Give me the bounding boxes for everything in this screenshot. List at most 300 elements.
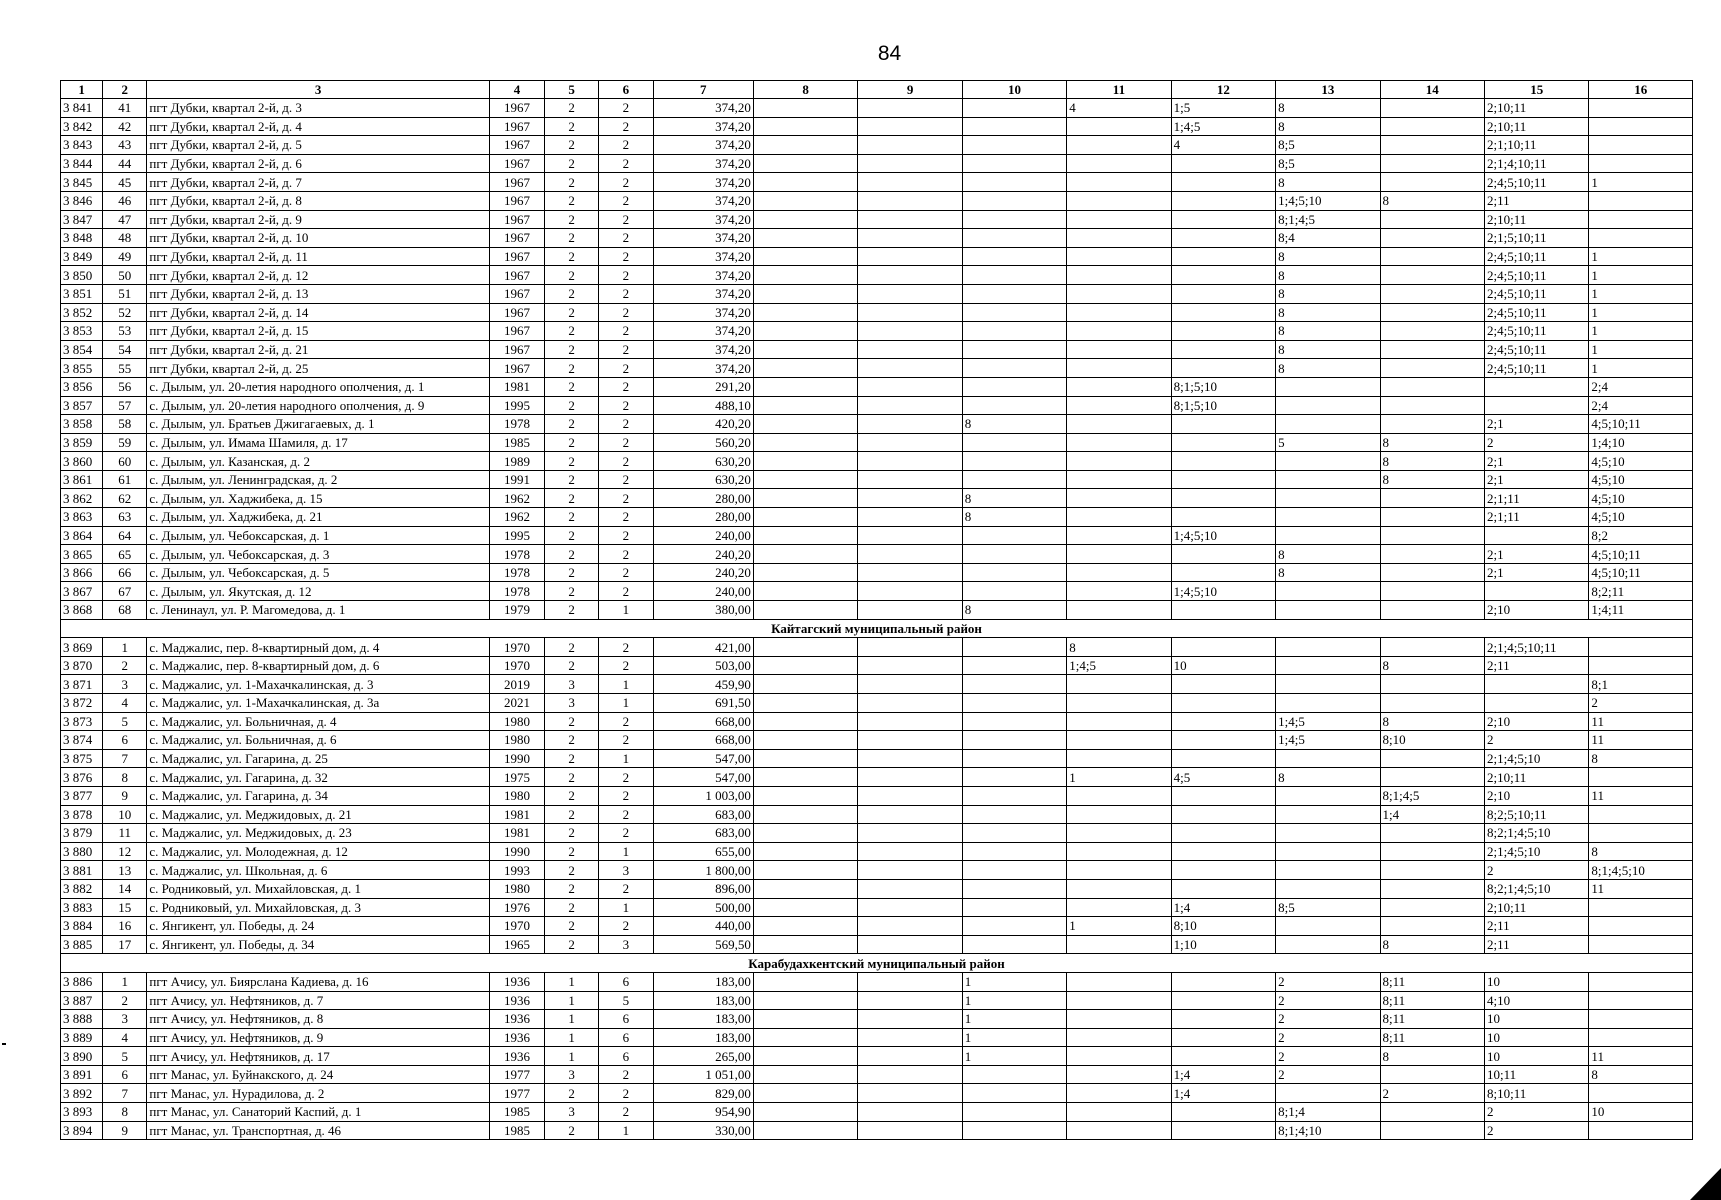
cell-col-2: 57 [103,396,147,415]
cell-col-6: 2 [599,805,653,824]
cell-col-7: 374,20 [653,191,753,210]
table-row [61,489,1693,508]
cell-col-13: 8 [1276,768,1380,787]
cell-col-16 [1589,117,1693,136]
cell-col-5: 2 [545,322,599,341]
cell-col-2: 64 [103,526,147,545]
cell-col-9 [858,266,962,285]
cell-col-5: 2 [545,452,599,471]
cell-col-9 [858,377,962,396]
cell-col-12 [1171,712,1275,731]
cell-col-4: 1970 [489,638,544,657]
cell-col-6: 2 [599,786,653,805]
cell-col-12 [1171,173,1275,192]
table-header-row [61,81,1693,99]
cell-col-13: 2 [1276,1047,1380,1066]
cell-col-16 [1589,99,1693,118]
cell-col-4: 1980 [489,879,544,898]
cell-col-11: 1 [1067,917,1171,936]
cell-col-6: 2 [599,1065,653,1084]
cell-col-8 [753,452,857,471]
cell-col-3: пгт Дубки, квартал 2-й, д. 21 [147,340,489,359]
cell-col-1: 3 846 [61,191,103,210]
cell-col-2: 62 [103,489,147,508]
cell-col-14 [1380,917,1484,936]
cell-col-14 [1380,266,1484,285]
cell-col-7: 691,50 [653,694,753,713]
cell-col-8 [753,1103,857,1122]
cell-col-14: 2 [1380,1084,1484,1103]
cell-col-5: 2 [545,861,599,880]
cell-col-12 [1171,601,1275,620]
cell-col-12 [1171,842,1275,861]
cell-col-5: 2 [545,879,599,898]
cell-col-6: 2 [599,470,653,489]
cell-col-3: пгт Ачису, ул. Нефтяников, д. 9 [147,1028,489,1047]
cell-col-5: 1 [545,1028,599,1047]
cell-col-12 [1171,247,1275,266]
cell-col-2: 55 [103,359,147,378]
cell-col-4: 1978 [489,545,544,564]
cell-col-16: 1 [1589,284,1693,303]
cell-col-15: 2;1;4;5;10 [1484,842,1588,861]
cell-col-7: 547,00 [653,768,753,787]
cell-col-2: 7 [103,1084,147,1103]
cell-col-2: 47 [103,210,147,229]
cell-col-12 [1171,824,1275,843]
cell-col-15 [1484,582,1588,601]
cell-col-8 [753,1047,857,1066]
cell-col-15: 10 [1484,1047,1588,1066]
cell-col-13: 8;4 [1276,229,1380,248]
cell-col-2: 46 [103,191,147,210]
cell-col-8 [753,154,857,173]
cell-col-1: 3 892 [61,1084,103,1103]
cell-col-1: 3 843 [61,136,103,155]
cell-col-15: 2;1;10;11 [1484,136,1588,155]
cell-col-11 [1067,563,1171,582]
cell-col-5: 2 [545,805,599,824]
cell-col-7: 655,00 [653,842,753,861]
cell-col-1: 3 860 [61,452,103,471]
cell-col-11 [1067,991,1171,1010]
cell-col-7: 374,20 [653,173,753,192]
table-row [61,266,1693,285]
cell-col-5: 2 [545,712,599,731]
column-header-4: 4 [489,81,544,99]
cell-col-3: с. Маджалис, пер. 8-квартирный дом, д. 4 [147,638,489,657]
cell-col-12: 1;4;5;10 [1171,582,1275,601]
cell-col-11 [1067,340,1171,359]
cell-col-6: 1 [599,1121,653,1140]
cell-col-3: пгт Дубки, квартал 2-й, д. 8 [147,191,489,210]
cell-col-15: 2;1 [1484,452,1588,471]
cell-col-2: 59 [103,433,147,452]
table-row [61,1047,1693,1066]
cell-col-4: 1965 [489,935,544,954]
cell-col-5: 1 [545,991,599,1010]
cell-col-1: 3 876 [61,768,103,787]
cell-col-4: 1967 [489,136,544,155]
cell-col-13: 8 [1276,99,1380,118]
cell-col-14 [1380,768,1484,787]
cell-col-4: 1970 [489,917,544,936]
cell-col-13: 8 [1276,563,1380,582]
cell-col-9 [858,1103,962,1122]
cell-col-13: 2 [1276,1010,1380,1029]
cell-col-12 [1171,749,1275,768]
cell-col-9 [858,396,962,415]
cell-col-13: 2 [1276,1028,1380,1047]
cell-col-4: 1995 [489,526,544,545]
cell-col-7: 500,00 [653,898,753,917]
cell-col-6: 2 [599,303,653,322]
cell-col-7: 280,00 [653,508,753,527]
cell-col-14 [1380,489,1484,508]
cell-col-2: 3 [103,675,147,694]
cell-col-13: 2 [1276,1065,1380,1084]
cell-col-5: 2 [545,1121,599,1140]
cell-col-3: пгт Манас, ул. Буйнакского, д. 24 [147,1065,489,1084]
cell-col-2: 2 [103,991,147,1010]
cell-col-2: 41 [103,99,147,118]
cell-col-9 [858,712,962,731]
cell-col-10 [962,266,1066,285]
cell-col-9 [858,210,962,229]
cell-col-3: пгт Дубки, квартал 2-й, д. 12 [147,266,489,285]
cell-col-5: 2 [545,731,599,750]
cell-col-10: 8 [962,601,1066,620]
cell-col-4: 1962 [489,489,544,508]
cell-col-14 [1380,675,1484,694]
cell-col-7: 683,00 [653,805,753,824]
cell-col-13 [1276,638,1380,657]
cell-col-7: 380,00 [653,601,753,620]
cell-col-12 [1171,1010,1275,1029]
cell-col-1: 3 864 [61,526,103,545]
cell-col-2: 4 [103,694,147,713]
cell-col-4: 1976 [489,898,544,917]
cell-col-3: с. Маджалис, ул. 1-Махачкалинская, д. 3 [147,675,489,694]
table-row [61,433,1693,452]
cell-col-8 [753,731,857,750]
cell-col-16: 1;4;11 [1589,601,1693,620]
cell-col-14 [1380,879,1484,898]
cell-col-10 [962,861,1066,880]
cell-col-12: 1;4 [1171,1065,1275,1084]
cell-col-16 [1589,1084,1693,1103]
cell-col-14 [1380,377,1484,396]
cell-col-12 [1171,322,1275,341]
cell-col-14 [1380,545,1484,564]
cell-col-8 [753,768,857,787]
cell-col-15: 8;10;11 [1484,1084,1588,1103]
cell-col-9 [858,898,962,917]
table-row [61,526,1693,545]
cell-col-11 [1067,452,1171,471]
cell-col-2: 48 [103,229,147,248]
cell-col-3: пгт Ачису, ул. Нефтяников, д. 17 [147,1047,489,1066]
cell-col-14: 8;11 [1380,1010,1484,1029]
cell-col-10 [962,898,1066,917]
cell-col-8 [753,117,857,136]
cell-col-13: 8;5 [1276,136,1380,155]
cell-col-4: 1967 [489,210,544,229]
cell-col-4: 1970 [489,656,544,675]
cell-col-11 [1067,210,1171,229]
cell-col-6: 2 [599,415,653,434]
column-header-16: 16 [1589,81,1693,99]
table-row [61,322,1693,341]
cell-col-6: 3 [599,935,653,954]
cell-col-10 [962,452,1066,471]
cell-col-14 [1380,396,1484,415]
cell-col-9 [858,191,962,210]
cell-col-4: 2021 [489,694,544,713]
cell-col-7: 668,00 [653,712,753,731]
cell-col-7: 1 051,00 [653,1065,753,1084]
cell-col-1: 3 853 [61,322,103,341]
cell-col-1: 3 866 [61,563,103,582]
cell-col-10 [962,694,1066,713]
cell-col-7: 374,20 [653,359,753,378]
cell-col-11 [1067,508,1171,527]
cell-col-1: 3 862 [61,489,103,508]
cell-col-5: 2 [545,173,599,192]
cell-col-15: 2;10;11 [1484,768,1588,787]
cell-col-5: 2 [545,247,599,266]
table-row [61,768,1693,787]
cell-col-11 [1067,396,1171,415]
cell-col-2: 9 [103,786,147,805]
cell-col-9 [858,749,962,768]
cell-col-10 [962,1065,1066,1084]
cell-col-10 [962,768,1066,787]
cell-col-4: 1967 [489,173,544,192]
cell-col-14: 8;1;4;5 [1380,786,1484,805]
cell-col-11 [1067,582,1171,601]
cell-col-16 [1589,824,1693,843]
cell-col-9 [858,173,962,192]
cell-col-16: 8;2;11 [1589,582,1693,601]
cell-col-16: 11 [1589,879,1693,898]
table-row [61,638,1693,657]
cell-col-8 [753,879,857,898]
cell-col-5: 1 [545,1010,599,1029]
cell-col-9 [858,935,962,954]
cell-col-1: 3 855 [61,359,103,378]
cell-col-5: 2 [545,638,599,657]
cell-col-2: 42 [103,117,147,136]
cell-col-10: 1 [962,1010,1066,1029]
cell-col-14 [1380,340,1484,359]
cell-col-7: 1 800,00 [653,861,753,880]
cell-col-13: 8 [1276,117,1380,136]
cell-col-10 [962,842,1066,861]
cell-col-2: 15 [103,898,147,917]
cell-col-12 [1171,433,1275,452]
cell-col-15: 2;10 [1484,601,1588,620]
cell-col-7: 547,00 [653,749,753,768]
cell-col-13: 8;1;4;10 [1276,1121,1380,1140]
cell-col-7: 265,00 [653,1047,753,1066]
cell-col-12: 1;4 [1171,1084,1275,1103]
cell-col-16: 1 [1589,247,1693,266]
cell-col-15: 4;10 [1484,991,1588,1010]
cell-col-11 [1067,749,1171,768]
cell-col-3: с. Дылым, ул. Казанская, д. 2 [147,452,489,471]
cell-col-15: 2;11 [1484,935,1588,954]
cell-col-4: 1978 [489,582,544,601]
cell-col-10 [962,136,1066,155]
cell-col-3: с. Дылым, ул. Братьев Джигагаевых, д. 1 [147,415,489,434]
cell-col-6: 2 [599,247,653,266]
cell-col-14 [1380,842,1484,861]
cell-col-5: 2 [545,266,599,285]
cell-col-2: 51 [103,284,147,303]
cell-col-4: 1985 [489,1121,544,1140]
cell-col-16: 11 [1589,731,1693,750]
cell-col-4: 1989 [489,452,544,471]
cell-col-11 [1067,786,1171,805]
cell-col-3: пгт Дубки, квартал 2-й, д. 13 [147,284,489,303]
cell-col-2: 4 [103,1028,147,1047]
cell-col-15: 2;1 [1484,470,1588,489]
cell-col-13 [1276,396,1380,415]
cell-col-16: 4;5;10 [1589,470,1693,489]
cell-col-8 [753,99,857,118]
cell-col-7: 374,20 [653,210,753,229]
cell-col-10: 1 [962,991,1066,1010]
cell-col-12 [1171,991,1275,1010]
cell-col-13 [1276,917,1380,936]
cell-col-5: 2 [545,340,599,359]
cell-col-5: 2 [545,489,599,508]
cell-col-13: 8;1;4;5 [1276,210,1380,229]
cell-col-12 [1171,675,1275,694]
cell-col-10 [962,396,1066,415]
table-row [61,154,1693,173]
cell-col-16 [1589,805,1693,824]
cell-col-5: 2 [545,898,599,917]
cell-col-9 [858,972,962,991]
cell-col-13 [1276,601,1380,620]
cell-col-11: 1 [1067,768,1171,787]
cell-col-15 [1484,675,1588,694]
column-header-3: 3 [147,81,489,99]
cell-col-2: 49 [103,247,147,266]
cell-col-11 [1067,303,1171,322]
column-header-7: 7 [653,81,753,99]
cell-col-4: 1936 [489,991,544,1010]
table-row [61,786,1693,805]
cell-col-1: 3 867 [61,582,103,601]
cell-col-7: 374,20 [653,229,753,248]
cell-col-16: 1 [1589,359,1693,378]
cell-col-8 [753,712,857,731]
cell-col-11: 4 [1067,99,1171,118]
cell-col-13: 2 [1276,972,1380,991]
cell-col-12: 8;1;5;10 [1171,396,1275,415]
cell-col-7: 668,00 [653,731,753,750]
cell-col-10 [962,340,1066,359]
cell-col-6: 2 [599,508,653,527]
cell-col-3: с. Маджалис, ул. Меджидовых, д. 23 [147,824,489,843]
cell-col-14 [1380,303,1484,322]
cell-col-16 [1589,917,1693,936]
cell-col-2: 50 [103,266,147,285]
cell-col-6: 2 [599,396,653,415]
cell-col-15: 10 [1484,972,1588,991]
cell-col-12 [1171,266,1275,285]
cell-col-1: 3 891 [61,1065,103,1084]
cell-col-8 [753,303,857,322]
cell-col-9 [858,284,962,303]
cell-col-1: 3 890 [61,1047,103,1066]
cell-col-2: 56 [103,377,147,396]
cell-col-13: 8 [1276,303,1380,322]
cell-col-9 [858,1047,962,1066]
cell-col-14 [1380,861,1484,880]
cell-col-13 [1276,377,1380,396]
cell-col-8 [753,433,857,452]
cell-col-11 [1067,117,1171,136]
cell-col-4: 1936 [489,1028,544,1047]
cell-col-7: 374,20 [653,322,753,341]
table-row [61,991,1693,1010]
cell-col-16: 4;5;10;11 [1589,545,1693,564]
cell-col-15: 8;2;1;4;5;10 [1484,879,1588,898]
cell-col-12 [1171,861,1275,880]
cell-col-13 [1276,694,1380,713]
cell-col-10 [962,526,1066,545]
cell-col-11 [1067,879,1171,898]
cell-col-3: с. Дылым, ул. 20-летия народного ополчения, д. 9 [147,396,489,415]
cell-col-9 [858,415,962,434]
cell-col-2: 67 [103,582,147,601]
cell-col-5: 2 [545,842,599,861]
cell-col-5: 2 [545,935,599,954]
cell-col-11 [1067,526,1171,545]
cell-col-9 [858,1084,962,1103]
cell-col-10 [962,675,1066,694]
cell-col-15: 2;4;5;10;11 [1484,322,1588,341]
cell-col-5: 2 [545,396,599,415]
column-header-1: 1 [61,81,103,99]
cell-col-10 [962,786,1066,805]
cell-col-11 [1067,284,1171,303]
cell-col-12 [1171,470,1275,489]
cell-col-12 [1171,1121,1275,1140]
cell-col-9 [858,563,962,582]
cell-col-14 [1380,359,1484,378]
cell-col-12 [1171,786,1275,805]
cell-col-4: 1967 [489,340,544,359]
cell-col-1: 3 845 [61,173,103,192]
cell-col-13: 5 [1276,433,1380,452]
cell-col-15: 2;11 [1484,917,1588,936]
cell-col-6: 2 [599,638,653,657]
cell-col-5: 2 [545,136,599,155]
cell-col-6: 1 [599,749,653,768]
cell-col-7: 240,00 [653,582,753,601]
cell-col-9 [858,1065,962,1084]
cell-col-6: 2 [599,340,653,359]
table-row [61,1065,1693,1084]
cell-col-7: 330,00 [653,1121,753,1140]
cell-col-8 [753,470,857,489]
cell-col-6: 3 [599,861,653,880]
